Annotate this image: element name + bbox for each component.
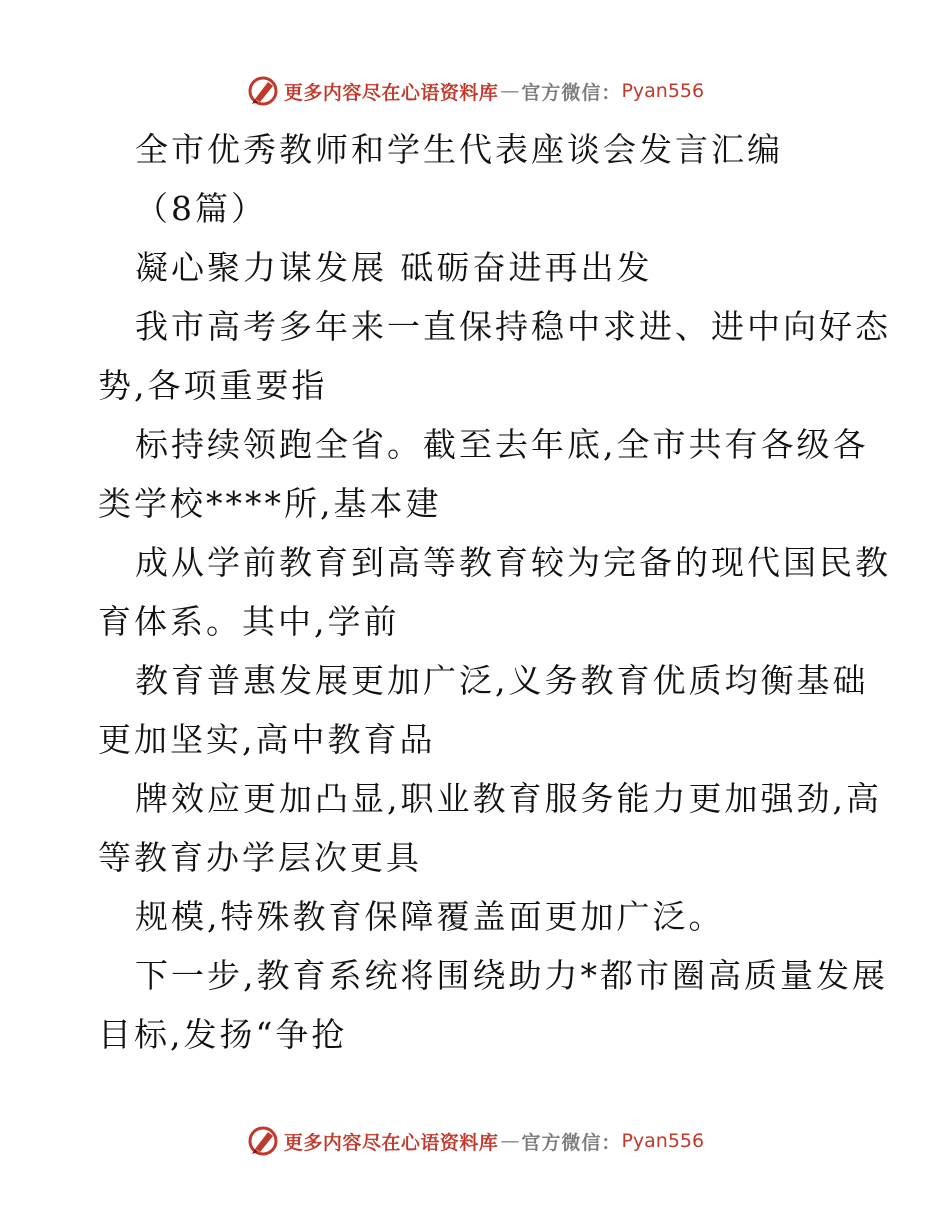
- document-subtitle: （8篇）: [135, 189, 267, 228]
- watermark-dash: —: [500, 1130, 520, 1152]
- paragraph-line: 教育普惠发展更加广泛,义务教育优质均衡基础: [135, 661, 869, 700]
- watermark-official-label: 官方微信：: [521, 1131, 622, 1154]
- paragraph-line: 目标,发扬“争抢: [98, 1015, 348, 1054]
- paragraph-line: 规模,特殊教育保障覆盖面更加广泛。: [135, 897, 725, 936]
- watermark-dash: —: [500, 80, 520, 102]
- watermark-brand-text: 更多内容尽在心语资料库: [283, 81, 499, 104]
- paragraph-line: 势,各项重要指: [98, 366, 328, 405]
- pen-in-circle-logo-icon: [246, 74, 280, 108]
- watermark-brand-text: 更多内容尽在心语资料库: [283, 1131, 499, 1154]
- watermark-wechat-id: Pyan556: [621, 1130, 705, 1152]
- document-body: [98, 120, 891, 1064]
- document-title: 全市优秀教师和学生代表座谈会发言汇编: [135, 130, 783, 169]
- section-heading: 凝心聚力谋发展 砥砺奋进再出发: [135, 248, 653, 287]
- watermark-wechat-id: Pyan556: [621, 80, 705, 102]
- paragraph-line: 我市高考多年来一直保持稳中求进、进中向好态: [135, 307, 891, 346]
- paragraph-line: 更加坚实,高中教育品: [98, 720, 436, 759]
- paragraph-line: 类学校****所,基本建: [98, 484, 442, 523]
- header-watermark: [0, 74, 950, 108]
- paragraph-line: 标持续领跑全省。截至去年底,全市共有各级各: [135, 425, 869, 464]
- footer-watermark: [0, 1124, 950, 1158]
- paragraph-line: 育体系。其中,学前: [98, 602, 400, 641]
- paragraph-line: 牌效应更加凸显,职业教育服务能力更加强劲,高: [135, 779, 882, 818]
- paragraph-line: 等教育办学层次更具: [98, 838, 422, 877]
- watermark-official-label: 官方微信：: [521, 81, 622, 104]
- pen-in-circle-logo-icon: [246, 1124, 280, 1158]
- paragraph-line: 成从学前教育到高等教育较为完备的现代国民教: [135, 543, 891, 582]
- paragraph-line: 下一步,教育系统将围绕助力*都市圈高质量发展: [135, 956, 888, 995]
